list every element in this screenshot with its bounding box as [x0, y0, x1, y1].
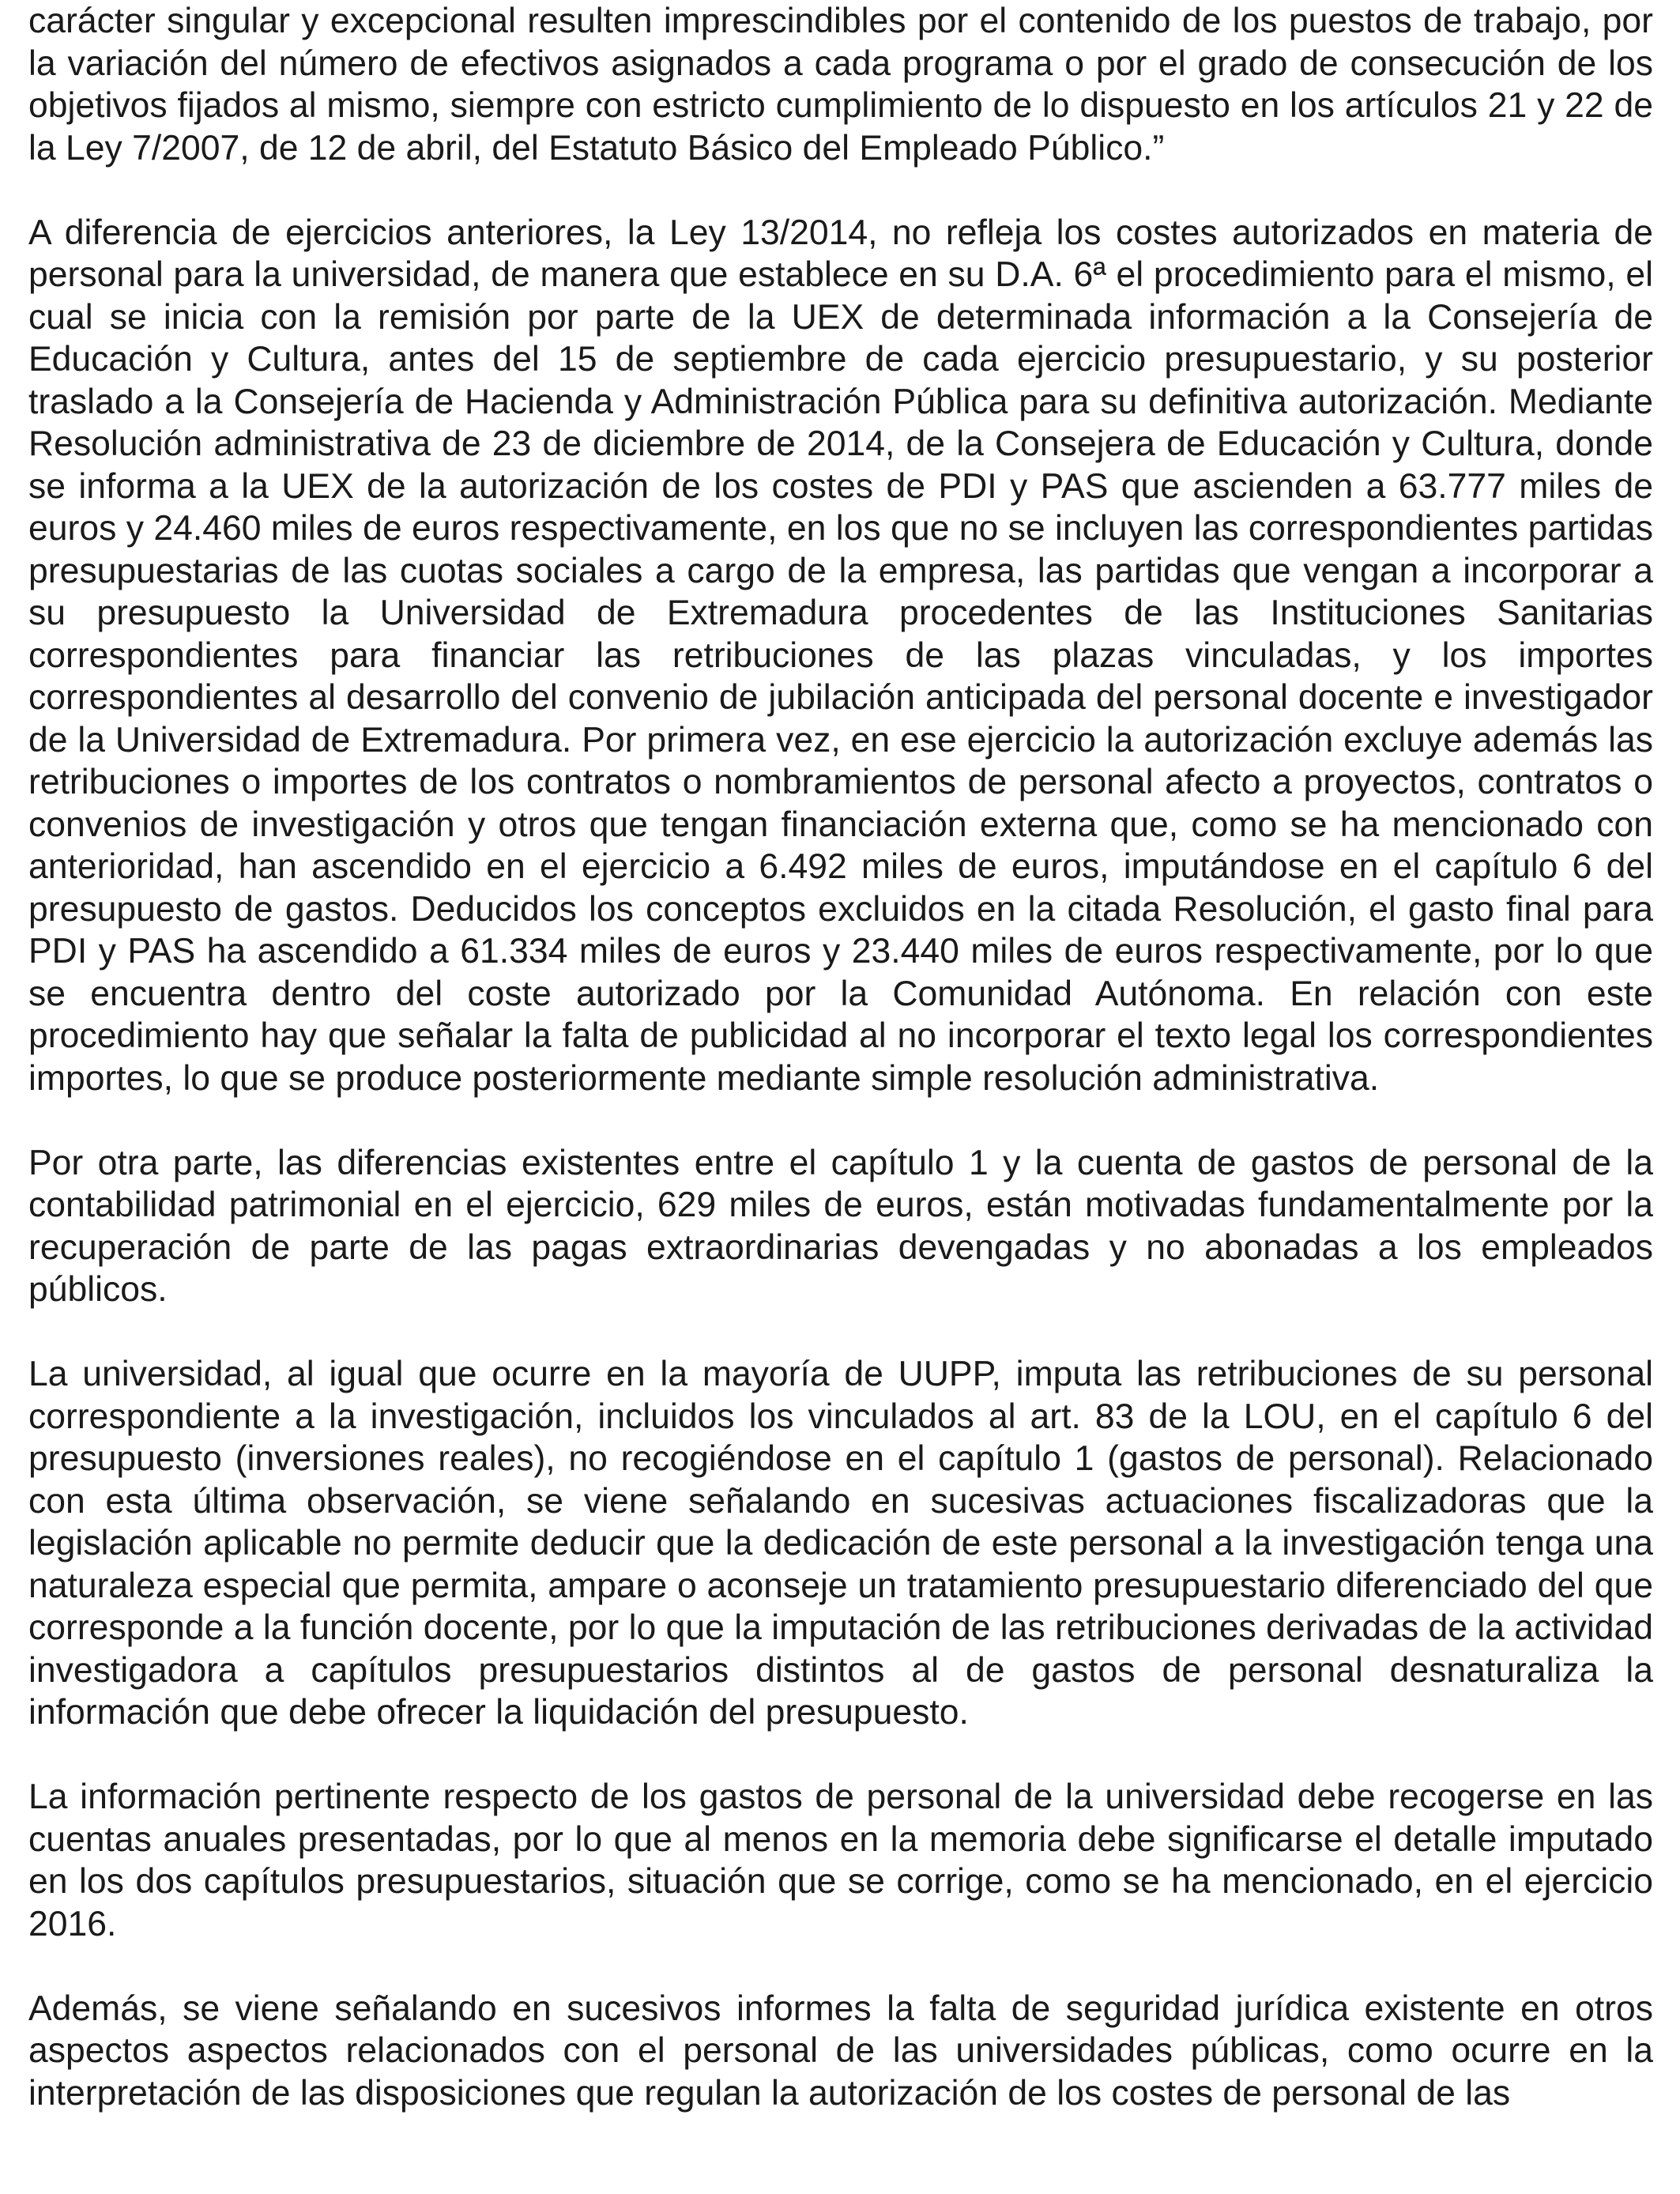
- paragraph-retribuciones-investigacion: La universidad, al igual que ocurre en la mayoría de UUPP, imputa las retribuciones de su personal correspondiente a la investigación, incluidos los vinculados al art. 83 de la LOU, en el capítulo 6 del presupuesto (inversiones reales), no recogiéndose en el capítulo 1 (gastos de personal). Relacionado con esta última observación, se viene señalando en sucesivas actuaciones fiscalizadoras que la legislación aplicable no permite deducir que la dedicación de este personal a la investigación tenga una naturaleza especial que permita, ampare o aconseje un tratamiento presupuestario diferenciado del que corresponde a la función docente, por lo que la imputación de las retribuciones derivadas de la actividad investigadora a capítulos presupuestarios distintos al de gastos de personal desnaturaliza la información que debe ofrecer la liquidación del presupuesto.: [28, 1355, 1653, 1732]
- paragraph-cuentas-anuales: La información pertinente respecto de los gastos de personal de la universidad debe recogerse en las cuentas anuales presentadas, por lo que al menos en la memoria debe significarse el detalle imputado en los dos capítulos presupuestarios, situación que se corrige, como se ha mencionado, en el ejercicio 2016.: [28, 1777, 1653, 1943]
- paragraph-diferencias-capitulo-1: Por otra parte, las diferencias existentes entre el capítulo 1 y la cuenta de gastos de personal de la contabilidad patrimonial en el ejercicio, 629 miles de euros, están motivadas fundamentalmente por la recuperación de parte de las pagas extraordinarias devengadas y no abonadas a los empleados públicos.: [28, 1143, 1653, 1309]
- paragraph-continuation-estatuto: carácter singular y excepcional resulten imprescindibles por el contenido de los puestos de trabajo, por la variación del número de efectivos asignados a cada programa o por el grado de consecución de los objetivos fijados al mismo, siempre con estricto cumplimiento de lo dispuesto en los artículos 21 y 22 de la Ley 7/2007, de 12 de abril, del Estatuto Básico del Empleado Público.”: [28, 2, 1653, 168]
- paragraph-seguridad-juridica: Además, se viene señalando en sucesivos informes la falta de seguridad jurídica existente en otros aspectos aspectos relacionados con el personal de las universidades públicas, como ocurre en la interpretación de las disposiciones que regulan la autorización de los costes de personal de las: [28, 1989, 1653, 2113]
- document-page: [28, 0, 1653, 2194]
- paragraph-costes-autorizados: A diferencia de ejercicios anteriores, la Ley 13/2014, no refleja los costes autorizados en materia de personal para la universidad, de manera que establece en su D.A. 6ª el procedimiento para el mismo, el cual se inicia con la remisión por parte de la UEX de determinada información a la Consejería de Educación y Cultura, antes del 15 de septiembre de cada ejercicio presupuestario, y su posterior traslado a la Consejería de Hacienda y Administración Pública para su definitiva autorización. Mediante Resolución administrativa de 23 de diciembre de 2014, de la Consejera de Educación y Cultura, donde se informa a la UEX de la autorización de los costes de PDI y PAS que ascienden a 63.777 miles de euros y 24.460 miles de euros respectivamente, en los que no se incluyen las correspondientes partidas presupuestarias de las cuotas sociales a cargo de la empresa, las partidas que vengan a incorporar a su presupuesto la Universidad de Extremadura procedentes de las Instituciones Sanitarias correspondientes para financiar las retribuciones de las plazas vinculadas, y los importes correspondientes al desarrollo del convenio de jubilación anticipada del personal docente e investigador de la Universidad de Extremadura. Por primera vez, en ese ejercicio la autorización excluye además las retribuciones o importes de los contratos o nombramientos de personal afecto a proyectos, contratos o convenios de investigación y otros que tengan financiación externa que, como se ha mencionado con anterioridad, han ascendido en el ejercicio a 6.492 miles de euros, imputándose en el capítulo 6 del presupuesto de gastos. Deducidos los conceptos excluidos en la citada Resolución, el gasto final para PDI y PAS ha ascendido a 61.334 miles de euros y 23.440 miles de euros respectivamente, por lo que se encuentra dentro del coste autorizado por la Comunidad Autónoma. En relación con este procedimiento hay que señalar la falta de publicidad al no incorporar el texto legal los correspondientes importes, lo que se produce posteriormente mediante simple resolución administrativa.: [28, 213, 1653, 1098]
